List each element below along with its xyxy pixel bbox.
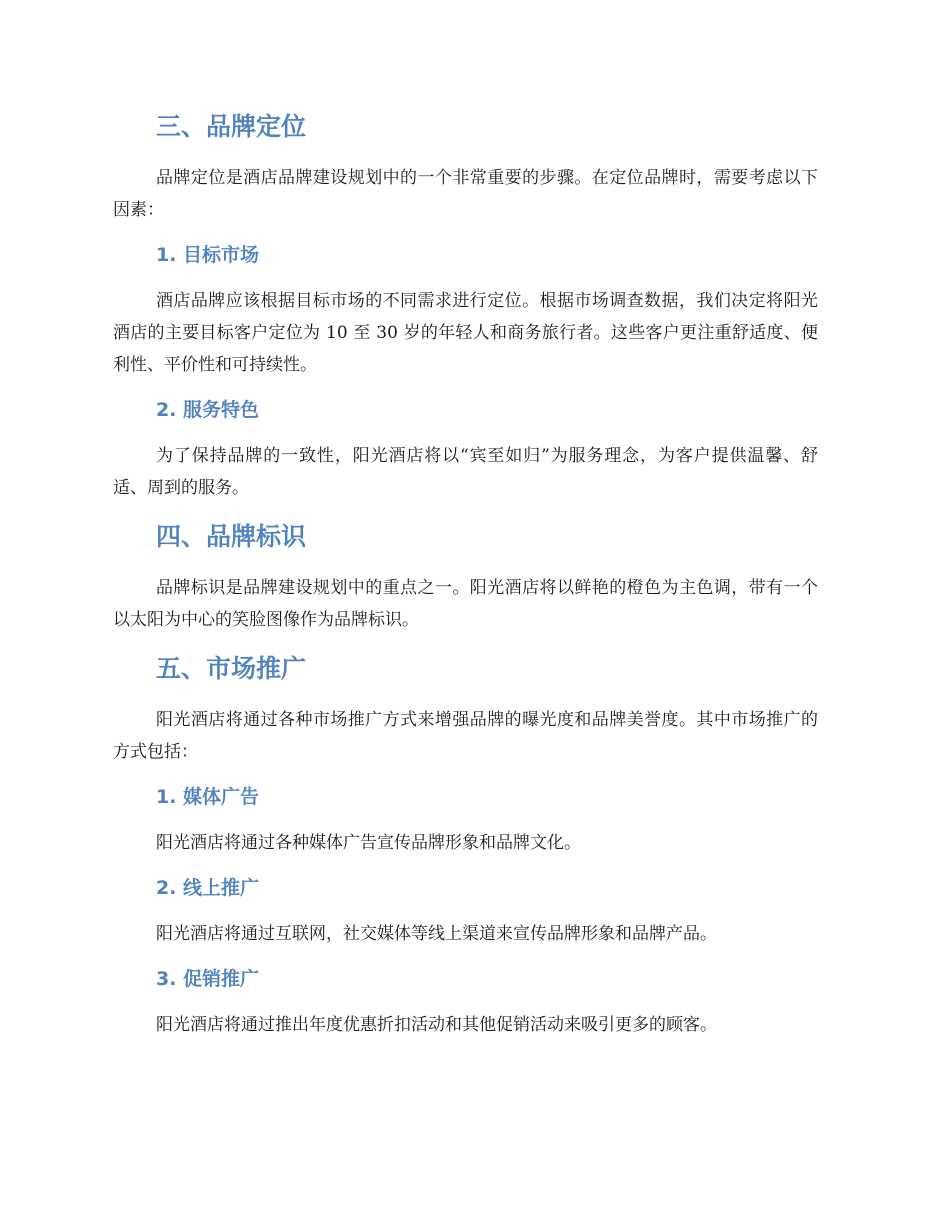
paragraph-brand-identity: 品牌标识是品牌建设规划中的重点之一。阳光酒店将以鲜艳的橙色为主色调，带有一个以太阳为中心的笑脸图像作为品牌标识。 xyxy=(113,578,818,630)
section-intro-marketing: 阳光酒店将通过各种市场推广方式来增强品牌的曝光度和品牌美誉度。其中市场推广的方式包括： xyxy=(113,710,818,762)
paragraph-target-market: 酒店品牌应该根据目标市场的不同需求进行定位。根据市场调查数据，我们决定将阳光酒店的主要目标客户定位为 10 至 30 岁的年轻人和商务旅行者。这些客户更注重舒适度、便利性、平价性和可持续性。 xyxy=(113,291,818,375)
section-heading-brand-positioning: 三、品牌定位 xyxy=(156,112,307,141)
section-heading-brand-identity: 四、品牌标识 xyxy=(156,522,307,551)
subheading-online-promotion: 2. 线上推广 xyxy=(156,877,260,899)
subheading-media-ads: 1. 媒体广告 xyxy=(156,786,260,808)
paragraph-sales-promotion: 阳光酒店将通过推出年度优惠折扣活动和其他促销活动来吸引更多的顾客。 xyxy=(156,1015,717,1035)
subheading-target-market: 1. 目标市场 xyxy=(156,244,260,266)
paragraph-media-ads: 阳光酒店将通过各种媒体广告宣传品牌形象和品牌文化。 xyxy=(156,833,581,853)
section-heading-marketing: 五、市场推广 xyxy=(156,654,307,683)
subheading-service-features: 2. 服务特色 xyxy=(156,399,260,421)
subheading-sales-promotion: 3. 促销推广 xyxy=(156,968,260,990)
section-intro-brand-positioning: 品牌定位是酒店品牌建设规划中的一个非常重要的步骤。在定位品牌时，需要考虑以下因素： xyxy=(113,168,818,220)
paragraph-online-promotion: 阳光酒店将通过互联网，社交媒体等线上渠道来宣传品牌形象和品牌产品。 xyxy=(156,924,717,944)
paragraph-service-features: 为了保持品牌的一致性，阳光酒店将以“宾至如归”为服务理念，为客户提供温馨、舒适、周到的服务。 xyxy=(113,446,818,498)
